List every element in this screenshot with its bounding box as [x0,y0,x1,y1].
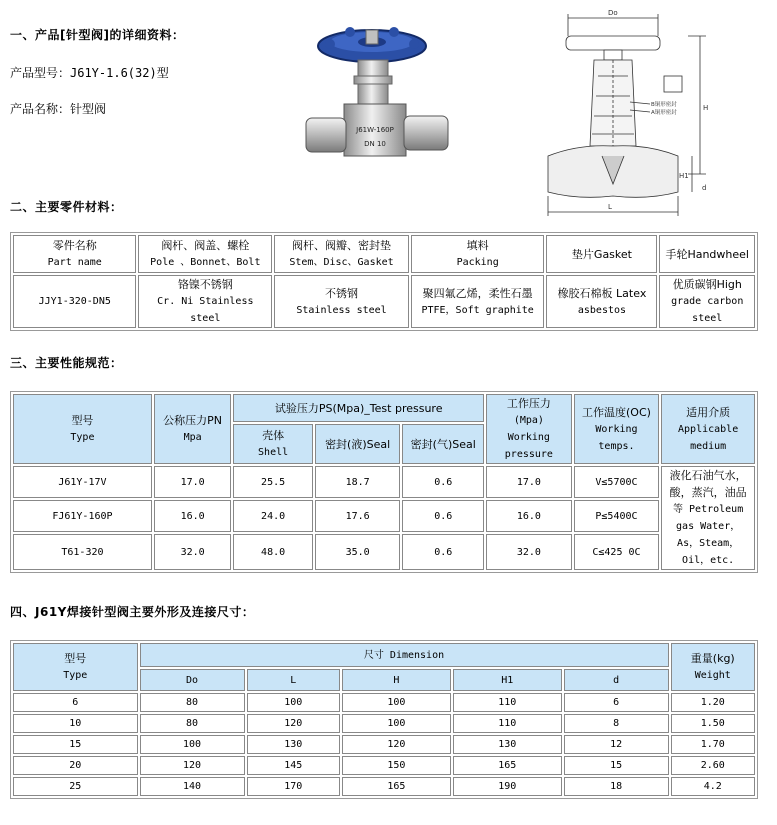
dim-cell: 190 [453,777,562,796]
dim-header-weight: 重量(kg) Weight [671,643,755,691]
perf-cell: J61Y-17V [13,466,152,498]
dim-cell: 4.2 [671,777,755,796]
perf-cell: 32.0 [154,534,231,570]
materials-header-cell: 垫片Gasket [546,235,657,273]
dim-cell: 1.50 [671,714,755,733]
performance-row [13,466,755,498]
dim-h-label: H [703,104,709,112]
dim-d-label: d [702,184,707,192]
perf-cell: V≤5700C [574,466,660,498]
dim-cell: 1.70 [671,735,755,754]
dim-header-l: L [247,669,340,691]
dim-cell: 165 [342,777,451,796]
dim-do-label: Do [608,9,618,17]
perf-header-shell: 壳体 Shell [233,424,313,464]
section4-heading: 四、J61Y焊接针型阀主要外形及连接尺寸： [10,605,255,619]
perf-header-medium: 适用介质 Applicable medium [661,394,755,464]
perf-cell: T61-320 [13,534,152,570]
materials-header-cell: 阀杆、阀瓣、密封垫 Stem、Disc、Gasket [274,235,409,273]
dim-cell: 120 [342,735,451,754]
dim-cell: 15 [564,756,669,775]
perf-header-seal-liquid: 密封(液)Seal [315,424,401,464]
dim-cell: 150 [342,756,451,775]
dim-cell: 140 [140,777,245,796]
dim-cell: 80 [140,693,245,712]
dim-header-h1: H1 [453,669,562,691]
perf-header-working-pressure: 工作压力 (Mpa) Working pressure [486,394,572,464]
performance-table [10,391,758,573]
drawing-note-a: A铜形密封 [651,110,677,116]
dim-header-type: 型号 Type [13,643,138,691]
materials-header-cell: 零件名称 Part name [13,235,136,273]
section1-heading: 一、产品[针型阀]的详细资料： [10,28,185,42]
section2-heading: 二、主要零件材料： [10,200,123,214]
perf-cell: 17.0 [154,466,231,498]
perf-header-type: 型号 Type [13,394,152,464]
dim-cell: 110 [453,714,562,733]
dim-cell: 130 [453,735,562,754]
materials-header-cell: 填料 Packing [411,235,545,273]
perf-cell: C≤425 0C [574,534,660,570]
technical-drawing [538,6,718,220]
dimensions-row [13,777,755,796]
perf-header-seal-gas: 密封(气)Seal [402,424,484,464]
perf-cell: 24.0 [233,500,313,532]
performance-header-row-1 [13,394,755,422]
valve-photo [300,20,460,200]
dim-cell: 145 [247,756,340,775]
materials-data-row [13,275,755,328]
photo-body-text: J61W-160P [356,126,394,134]
dim-cell: 130 [247,735,340,754]
dim-cell: 10 [13,714,138,733]
perf-cell: 18.7 [315,466,401,498]
dim-cell: 120 [140,756,245,775]
perf-cell: FJ61Y-160P [13,500,152,532]
dim-cell: 165 [453,756,562,775]
product-name: 产品名称：针型阀 [10,102,107,116]
dim-h1-label: H1 [679,172,689,180]
perf-cell: 35.0 [315,534,401,570]
dim-cell: 6 [564,693,669,712]
perf-cell: 0.6 [402,466,484,498]
dimensions-row [13,735,755,754]
perf-cell: 16.0 [154,500,231,532]
dim-cell: 18 [564,777,669,796]
dim-cell: 120 [247,714,340,733]
dimensions-row [13,714,755,733]
section3-heading: 三、主要性能规范： [10,356,123,370]
dim-header-do: Do [140,669,245,691]
dim-header-d: d [564,669,669,691]
perf-cell: 0.6 [402,534,484,570]
dim-cell: 12 [564,735,669,754]
perf-cell: 0.6 [402,500,484,532]
dim-cell: 25 [13,777,138,796]
materials-cell: 橡胶石棉板 Latex asbestos [546,275,657,328]
perf-cell: P≤5400C [574,500,660,532]
perf-cell: 25.5 [233,466,313,498]
performance-row [13,534,755,570]
materials-cell: 优质碳钢High grade carbon steel [659,275,755,328]
dim-header-dimension: 尺寸 Dimension [140,643,669,667]
product-model: 产品型号：J61Y-1.6(32)型 [10,66,169,80]
materials-header-cell: 手轮Handwheel [659,235,755,273]
perf-cell: 17.0 [486,466,572,498]
materials-cell: 不锈钢 Stainless steel [274,275,409,328]
dimensions-row [13,756,755,775]
perf-header-working-temp: 工作温度(OC) Working temps. [574,394,660,464]
performance-row [13,500,755,532]
dim-cell: 1.20 [671,693,755,712]
dim-cell: 8 [564,714,669,733]
dim-cell: 100 [247,693,340,712]
materials-header-row [13,235,755,273]
materials-cell: 铬镍不锈钢 Cr. Ni Stainless steel [138,275,272,328]
perf-header-test-pressure: 试验压力PS(Mpa)_Test pressure [233,394,484,422]
perf-medium-cell: 液化石油气水， 酸，蒸汽，油品 等 Petroleum gas Water， As，Steam， Oil，etc. [661,466,755,570]
dimensions-header-row-1 [13,643,755,667]
dim-l-label: L [608,203,612,211]
dim-cell: 100 [140,735,245,754]
materials-header-cell: 阀杆、阀盖、螺栓 Pole 、Bonnet、Bolt [138,235,272,273]
dim-header-h: H [342,669,451,691]
handwheel-shape [318,27,426,62]
dimensions-table [10,640,758,799]
dim-cell: 100 [342,714,451,733]
perf-cell: 32.0 [486,534,572,570]
dim-cell: 110 [453,693,562,712]
dim-cell: 170 [247,777,340,796]
photo-dn-text: DN 10 [364,140,386,148]
dimensions-row [13,693,755,712]
perf-cell: 17.6 [315,500,401,532]
materials-cell: JJY1-320-DN5 [13,275,136,328]
perf-cell: 48.0 [233,534,313,570]
dim-cell: 100 [342,693,451,712]
perf-cell: 16.0 [486,500,572,532]
drawing-note-b: B铜形密封 [651,102,677,108]
dim-cell: 2.60 [671,756,755,775]
dim-cell: 20 [13,756,138,775]
dim-cell: 6 [13,693,138,712]
perf-header-pn: 公称压力PN Mpa [154,394,231,464]
dim-cell: 80 [140,714,245,733]
dim-cell: 15 [13,735,138,754]
materials-cell: 聚四氟乙烯，柔性石墨 PTFE，Soft graphite [411,275,545,328]
materials-table [10,232,758,331]
